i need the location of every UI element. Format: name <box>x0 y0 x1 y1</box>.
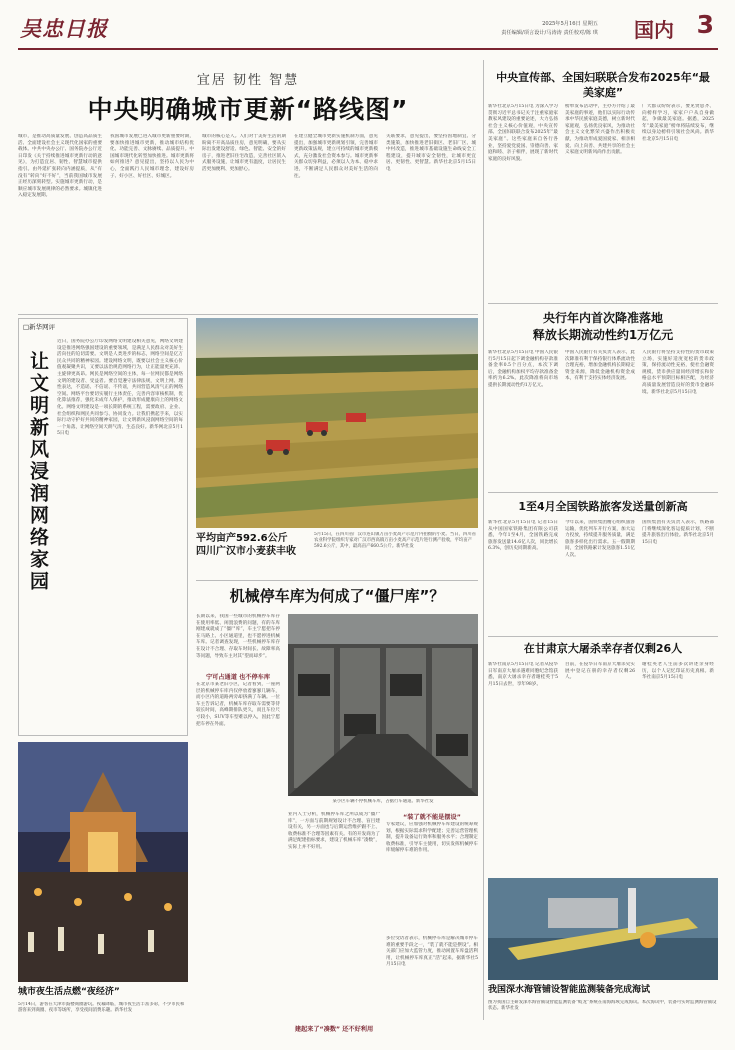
article-parking-garage <box>196 586 478 1036</box>
deepsea-caption-block <box>488 984 718 1040</box>
section-label: 国内 <box>634 18 674 42</box>
night-economy-photo <box>18 742 188 982</box>
vertical-headline: 让文明新风浸润网络家园 <box>27 351 49 593</box>
headline: 中央明确城市更新“路线图” <box>87 95 409 124</box>
body-col-2: 我国城市发展已进入城市更新重要时期，要加快推进城市更新，推动城市结构优化、功能完善、文脉赓续、品质提升。中国城市现代化转型加快推进。城市更新将如何推进？意见提出，坚持以人民为中心，全面践行人民城市理念，建设好房子、好小区、好社区、好城区。 <box>110 134 194 179</box>
headline: 中央宣传部、全国妇联联合发布2025年“最美家庭” <box>496 71 710 99</box>
body-col-1: 新华社北京5月15日电 中国人民银行5月15日起下调金融机构存款准备金率0.5个百分点，本次下调后，金融机构加权平均存款准备金率约为6.2%。此次降准将向市场提供长期流动性约1万亿元。 <box>488 350 558 388</box>
article-best-families <box>488 52 718 302</box>
page-number: 3 <box>696 10 714 39</box>
body-col-1: 新华社南京5月15日电 记者从侵华日军南京大屠杀遇难同胞纪念馆获悉，南京大屠杀幸存者谢桂英于5月15日去世，享年98岁。 <box>488 662 558 687</box>
body-col-2: 榜单发布活动中，主办方介绍了最美家庭的事迹，他们以实际行动传承中华民族家庭美德，树立新时代家庭观，弘扬优良家风，为推动社会主义文化繁荣兴盛作出积极贡献，为推动形成爱国爱家、相亲相爱、向上向善、共建共享的社会主义家庭文明新风尚作出贡献。 <box>565 104 635 156</box>
body-col-3: 谢桂英老人生前多次讲述亲身经历，以个人记忆印证历史真相。新华社南京5月15日电 <box>642 662 714 681</box>
article-rrr-cut <box>488 310 718 488</box>
article-nanjing-survivors <box>488 642 718 872</box>
subhead-3: “装了就不能是摆设” <box>403 814 461 821</box>
body-col-1: 城市，是推动高质量发展、创造高品质生活、全面建设社会主义现代化国家的重要载体。中共中央办公厅、国务院办公厅近日印发《关于持续推进城市更新行动的意见》，为打造宜居、韧性、智慧城市提供指引。由外延扩张转向内涵提质，从“有没有”转向“好不好”，当前我国城市发展正经历深刻转型。实施城市更新行动，是顺应城市发展规律的必然要求。城镇化进入稳定发展期。 <box>18 134 102 199</box>
caption-text: 5月15日，在四川省广汉市连山镇万亩小麦高产示范片内拍摄的小麦。当日，四川省农业科学院组织专家对广汉市西高镇万亩小麦高产示范片进行测产验收，平均亩产592.6公斤，其中，最高亩产660.5公斤。新华社发 <box>314 532 477 549</box>
body-col-2: 今年以来，国铁集团精心组织旅客运输，优化列车开行方案，加大运力投放，持续提升服务质量，满足旅客多样化出行需求。五一假期期间，全国铁路累计发送旅客1.51亿人次。 <box>565 520 635 558</box>
article-urban-renewal <box>18 52 478 312</box>
body-col-4: 在建立健全城市更新实施机制方面，意见提出，加强城市更新规划引领，完善城市更新政策法规，建立可持续的城市更新模式，充分激发社会资本参与。城市更新事关群众切身利益，必须以人为本、稳中求进，不断满足人民群众对美好生活的向往。 <box>294 134 378 179</box>
body-col-3: 城市的核心是人。人们对于美好生活的期盼离不开高品质住房，意见明确，要从实际出发建设舒适、绿色、智能、安全的好房子，推进老旧住宅改造，完善社区嵌入式服务设施，让城市更有温度，让居民生活更加便利、更加舒心。 <box>202 134 286 172</box>
headline: 机械停车库为何成了“僵尸库”？ <box>229 587 445 605</box>
body-col-1: 新华社北京5月15日电 记者15日从中国国家铁路集团有限公司获悉，今年1至4月，全国铁路完成旅客发送量14.6亿人次，同比增长6.3%，创历史同期新高。 <box>488 520 558 552</box>
headline: 央行年内首次降准落地 释放长期流动性约1万亿元 <box>532 311 674 342</box>
body-col-4: 多位受访者表示，机械停车库是解决城市停车难的重要手段之一，“装了就不能是摆设”。相关部门应加大监管力度，推动闲置车库盘活利用，让机械停车库真正“活”起来。据新华社5月15日电 <box>386 936 478 968</box>
caption-title: 我国深水海管铺设智能监测装备完成海试 <box>488 985 651 995</box>
article-railway-passengers <box>488 500 718 630</box>
wheat-photo-caption-block <box>196 532 478 576</box>
caption-text: 图为我国自主研发深水海管铺设智能监测装备“蛟龙”系统在南海海域完成海试。本次海试中，装备可实时监测海管铺设状态。新华社发 <box>488 1000 717 1011</box>
night-caption-block <box>18 986 188 1040</box>
caption-text: 5月14日，游客在天津市鼓楼商圈游玩。夜幕降临，城市夜生活丰富多彩，不少市民和游客来到商圈、夜市等场所，享受夜间消费乐趣。新华社发 <box>18 1002 185 1013</box>
caption-title: 平均亩产592.6公斤 四川广汉市小麦获丰收 <box>196 533 296 557</box>
caption-title: 城市夜生活点燃“夜经济” <box>18 987 120 997</box>
body-col-3: 国铁集团有关负责人表示，铁路部门将继续深化客运提质计划，不断提升旅客出行体验。新华社北京5月15日电 <box>642 520 714 545</box>
body-col-1: 长期以来，我国一些城市的机械停车库存在使用率低、闲置浪费的问题，有的车库刚建成就成了“僵尸库”，车主宁愿把车停在马路上、小区通道里，也不愿停进机械车库。记者调查发现，一些机械停车库存在设计不合理、存取车时间长、故障率高等问题，导致车主对其“望而却步”。 <box>196 614 280 659</box>
kicker: 宜居 韧性 智慧 <box>196 73 300 88</box>
body-col-3: 人民银行将坚持支持性的货币政策立场，实施好适度宽松的货币政策，保持流动性充裕，使社会融资规模、货币供应量同经济增长和价格总水平预期目标相匹配，为经济高质量发展营造良好的货币金融环境。新华社北京5月15日电 <box>642 350 714 395</box>
newspaper-logo: 吴忠日报 <box>20 16 108 41</box>
body-col-5: 关联要求，意见提出，要坚持因地制宜、分类施策，加快推进老旧街区、老旧厂区、城中村改造，推进城市基础设施生命线安全工程建设，提升城市安全韧性，让城市更宜居、更韧性、更智慧。新华社北京5月15日电 <box>386 134 476 172</box>
date-line: 2025年5月16日 星期五 <box>542 21 598 27</box>
subhead-2: 建起来了“凑数” 还不好利用 <box>294 1026 374 1033</box>
subhead-1: 宁可占通道 也不停车库 <box>205 674 271 681</box>
article-network-civilization <box>18 318 188 736</box>
body-col-3: 专家建议，应加强对机械停车库建设的统筹规划，根据实际需求科学配建；完善运营管理机制，提升设备运行效率和服务水平；合理制定收费标准，引导车主使用，切实发挥机械停车库缓解停车难的作用。 <box>386 822 478 854</box>
wheat-harvest-photo <box>196 318 478 528</box>
column-tag: □新华网评 <box>23 323 56 331</box>
body-col-1: 新华社北京5月15日电 为深入学习贯彻习近平总书记关于注重家庭家教家风建设的重要论述，大力弘扬社会主义核心价值观，中央宣传部、全国妇联联合发布2025年“最美家庭”。这些家庭来自各行各业，坚持爱党爱国、崇德向善、家庭和睦、亲子相伴，展现了新时代家庭的良好风貌。 <box>488 104 558 162</box>
body-col-2: 目前，在侵华日军南京大屠杀史实展中登记在册的幸存者仅剩26人。 <box>565 662 635 681</box>
body-col-1b: 在北京市某老旧小区，记者看到，一座两层的机械停车库内仅停放着寥寥几辆车，而小区内的道路两旁却挤满了车辆。一位车主告诉记者，机械车库存取车需要等待较长时间，高峰期排队更久，而且车位尺寸较小，SUV等车型难以停入，因此宁愿把车停在外面。 <box>196 682 280 727</box>
body-col-2: 中国人民银行有关负责人表示，此次降准有利于保持银行体系流动性合理充裕，增加金融机构长期稳定资金来源，降低金融机构资金成本，有利于支持实体经济发展。 <box>565 350 635 382</box>
body-col-2: 业内人士分析，机械停车库之所以成为“僵尸库”，一方面与前期规划设计不合理、盲目建设有关，另一方面也与后期运营维护跟不上、收费标准不合理等因素有关。有的开发商为了满足配建指标要求，建设了机械车库“凑数”，实际上并不好用。 <box>288 812 380 850</box>
parking-garage-photo <box>288 614 478 796</box>
editor-line: 责任编辑/项言设计/马涛涛 责任校对/陈 琪 <box>501 30 598 36</box>
headline: 1至4月全国铁路旅客发送量创新高 <box>518 500 688 513</box>
commentary-body: 近日，国务院办公厅印发网络文明建设相关意见，网络文明建设是推进网络强国建设的重要领域，是满足人民群众对美好生活向往的迫切需要。文明是人类进步的标志，网络空间是亿万民众共同的精神家园。建设网络文明，既要以社会主义核心价值观凝聚共识，又要以法治规范网络行为，让正能量更充沛、主旋律更高昂。网民是网络空间的主体，每一位网民都是网络文明的建设者、受益者。要自觉遵守法律法规，文明上网、理性表达，不造谣、不信谣、不传谣，共同营造风清气正的网络空间。网络平台要切实履行主体责任，完善内容审核机制，优化算法推荐，强化未成年人保护，推动形成健康向上的网络文化。网络文明建设是一项长期的系统工程，需要政府、企业、社会组织和网民共同参与、协同发力。让我们携起手来，以实际行动守护好共同的精神家园，让文明新风浸润网络空间的每一个角落，让网络空间天朗气清、生态良好。新华网北京5月15日电 <box>57 339 183 437</box>
body-col-3: 广大群众纷纷表示，要见贤思齐、向榜样学习，家家户户从自身做起，争做最美家庭。据悉，2025年“最美家庭”榜单将陆续发布，继续以身边榜样引领社会风尚。新华社北京5月15日电 <box>642 104 714 142</box>
headline: 在甘肃京大屠杀幸存者仅剩26人 <box>523 642 683 655</box>
masthead <box>18 10 718 50</box>
parking-photo-caption: 某小区车辆不停机械车库，占据行车通道。新华社发 <box>332 799 434 804</box>
deepsea-equipment-photo <box>488 878 718 980</box>
